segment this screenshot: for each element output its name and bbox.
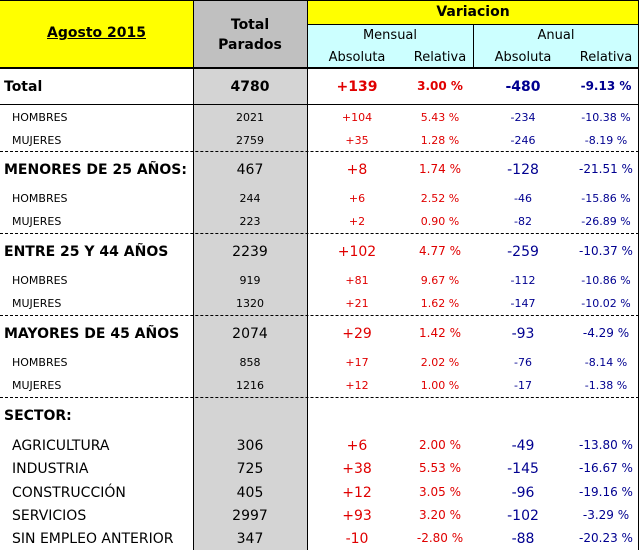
row-total: 4780: [230, 79, 270, 95]
grid-line: [0, 0, 639, 1]
sector-title: SECTOR:: [4, 408, 72, 424]
group-separator: [0, 397, 639, 398]
row-anual-relativa: -10.02 %: [581, 297, 631, 310]
row-anual-absoluta: -93: [511, 326, 535, 342]
row-anual-relativa: -10.38 %: [581, 111, 631, 124]
row-mensual-relativa: 1.00 %: [420, 379, 460, 392]
row-mensual-relativa: 1.42 %: [419, 326, 461, 340]
group-separator: [0, 151, 639, 152]
row-anual-absoluta: -46: [514, 192, 532, 205]
row-total: 405: [236, 485, 264, 501]
row-anual-relativa: -15.86 %: [581, 192, 631, 205]
row-total: 223: [239, 215, 261, 228]
table-title: Agosto 2015: [47, 25, 146, 41]
row-total: 2074: [232, 326, 268, 342]
row-mensual-absoluta: +12: [342, 485, 372, 501]
row-anual-absoluta: -88: [511, 531, 535, 547]
row-label: MUJERES: [12, 297, 62, 310]
row-mensual-relativa: 3.00 %: [417, 79, 463, 93]
row-mensual-absoluta: +17: [345, 356, 369, 369]
row-total: 2239: [232, 244, 268, 260]
row-mensual-relativa: 9.67 %: [420, 274, 460, 287]
row-mensual-absoluta: +93: [342, 508, 372, 524]
row-mensual-relativa: 2.52 %: [420, 192, 460, 205]
row-mensual-absoluta: +38: [342, 461, 372, 477]
group-separator: [0, 315, 639, 316]
row-anual-absoluta: -147: [510, 297, 536, 310]
row-anual-relativa: -9.13 %: [580, 79, 632, 93]
row-label: HOMBRES: [12, 274, 68, 287]
row-anual-absoluta: -246: [510, 134, 536, 147]
row-label: MUJERES: [12, 134, 62, 147]
row-label: MENORES DE 25 AÑOS:: [4, 162, 187, 178]
row-label: AGRICULTURA: [12, 438, 110, 454]
row-label: MUJERES: [12, 215, 62, 228]
row-mensual-absoluta: +6: [346, 438, 368, 454]
row-anual-relativa: -1.38 %: [584, 379, 628, 392]
row-anual-relativa: -4.29 %: [582, 326, 630, 340]
row-mensual-absoluta: +8: [346, 162, 368, 178]
row-label: HOMBRES: [12, 111, 68, 124]
row-mensual-relativa: 3.20 %: [419, 508, 461, 522]
row-label: Total: [4, 79, 43, 95]
row-mensual-absoluta: +6: [348, 192, 366, 205]
row-anual-relativa: -8.14 %: [584, 356, 628, 369]
row-anual-absoluta: -259: [507, 244, 539, 260]
row-total: 1216: [236, 379, 264, 392]
grid-line: [0, 104, 639, 105]
row-mensual-absoluta: +21: [345, 297, 369, 310]
row-anual-relativa: -3.29 %: [582, 508, 630, 522]
row-anual-absoluta: -112: [510, 274, 536, 287]
row-anual-absoluta: -102: [507, 508, 539, 524]
row-mensual-absoluta: +2: [348, 215, 366, 228]
row-anual-absoluta: -82: [514, 215, 532, 228]
row-anual-absoluta: -17: [514, 379, 532, 392]
row-mensual-absoluta: +139: [336, 79, 378, 95]
row-mensual-relativa: 1.62 %: [420, 297, 460, 310]
row-total: 2997: [232, 508, 268, 524]
row-total: 919: [239, 274, 261, 287]
row-label: MAYORES DE 45 AÑOS: [4, 326, 180, 342]
row-total: 2021: [236, 111, 264, 124]
row-mensual-absoluta: -10: [345, 531, 369, 547]
group-separator: [0, 233, 639, 234]
row-total: 347: [236, 531, 264, 547]
row-anual-relativa: -20.23 %: [579, 531, 633, 545]
row-mensual-relativa: 1.74 %: [419, 162, 461, 176]
row-anual-absoluta: -49: [511, 438, 535, 454]
row-total: 725: [236, 461, 264, 477]
anual-relativa-header: Relativa: [579, 50, 633, 65]
row-anual-absoluta: -96: [511, 485, 535, 501]
row-mensual-relativa: 5.53 %: [419, 461, 461, 475]
total-header: [193, 15, 307, 55]
row-anual-relativa: -10.86 %: [581, 274, 631, 287]
row-label: SIN EMPLEO ANTERIOR: [12, 531, 174, 547]
row-anual-relativa: -26.89 %: [581, 215, 631, 228]
anual-header: Anual: [537, 28, 575, 43]
row-label: SERVICIOS: [12, 508, 87, 524]
mensual-relativa-header: Relativa: [413, 50, 467, 65]
row-anual-relativa: -8.19 %: [584, 134, 628, 147]
row-anual-relativa: -10.37 %: [579, 244, 633, 258]
row-label: CONSTRUCCIÓN: [12, 485, 126, 501]
row-anual-absoluta: -480: [505, 79, 541, 95]
row-mensual-absoluta: +29: [342, 326, 372, 342]
row-mensual-relativa: -2.80 %: [416, 531, 464, 545]
grid-line: [473, 24, 474, 68]
row-total: 1320: [236, 297, 264, 310]
grid-line: [0, 67, 639, 69]
anual-absoluta-header: Absoluta: [494, 50, 552, 65]
row-label: HOMBRES: [12, 356, 68, 369]
total-header-line2: Parados: [218, 37, 282, 53]
row-mensual-absoluta: +102: [337, 244, 377, 260]
row-mensual-relativa: 5.43 %: [420, 111, 460, 124]
row-total: 2759: [236, 134, 264, 147]
row-anual-relativa: -13.80 %: [579, 438, 633, 452]
row-label: INDUSTRIA: [12, 461, 89, 477]
row-anual-relativa: -16.67 %: [579, 461, 633, 475]
row-mensual-absoluta: +12: [345, 379, 369, 392]
row-mensual-relativa: 3.05 %: [419, 485, 461, 499]
row-anual-relativa: -21.51 %: [579, 162, 633, 176]
variacion-header: Variacion: [436, 4, 510, 20]
row-total: 467: [236, 162, 264, 178]
row-anual-absoluta: -76: [514, 356, 532, 369]
row-mensual-relativa: 2.00 %: [419, 438, 461, 452]
row-total: 244: [239, 192, 261, 205]
row-anual-absoluta: -234: [510, 111, 536, 124]
row-mensual-relativa: 0.90 %: [420, 215, 460, 228]
row-mensual-relativa: 1.28 %: [420, 134, 460, 147]
row-anual-relativa: -19.16 %: [579, 485, 633, 499]
row-mensual-absoluta: +104: [341, 111, 373, 124]
row-mensual-absoluta: +81: [345, 274, 369, 287]
row-anual-absoluta: -128: [507, 162, 539, 178]
total-header-line1: Total: [230, 17, 270, 33]
row-label: MUJERES: [12, 379, 62, 392]
row-mensual-relativa: 2.02 %: [420, 356, 460, 369]
row-total: 858: [239, 356, 261, 369]
row-label: ENTRE 25 Y 44 AÑOS: [4, 244, 169, 260]
row-anual-absoluta: -145: [507, 461, 539, 477]
row-mensual-absoluta: +35: [345, 134, 369, 147]
row-label: HOMBRES: [12, 192, 68, 205]
row-total: 306: [236, 438, 264, 454]
row-mensual-relativa: 4.77 %: [419, 244, 461, 258]
mensual-header: Mensual: [362, 28, 418, 43]
mensual-absoluta-header: Absoluta: [328, 50, 386, 65]
